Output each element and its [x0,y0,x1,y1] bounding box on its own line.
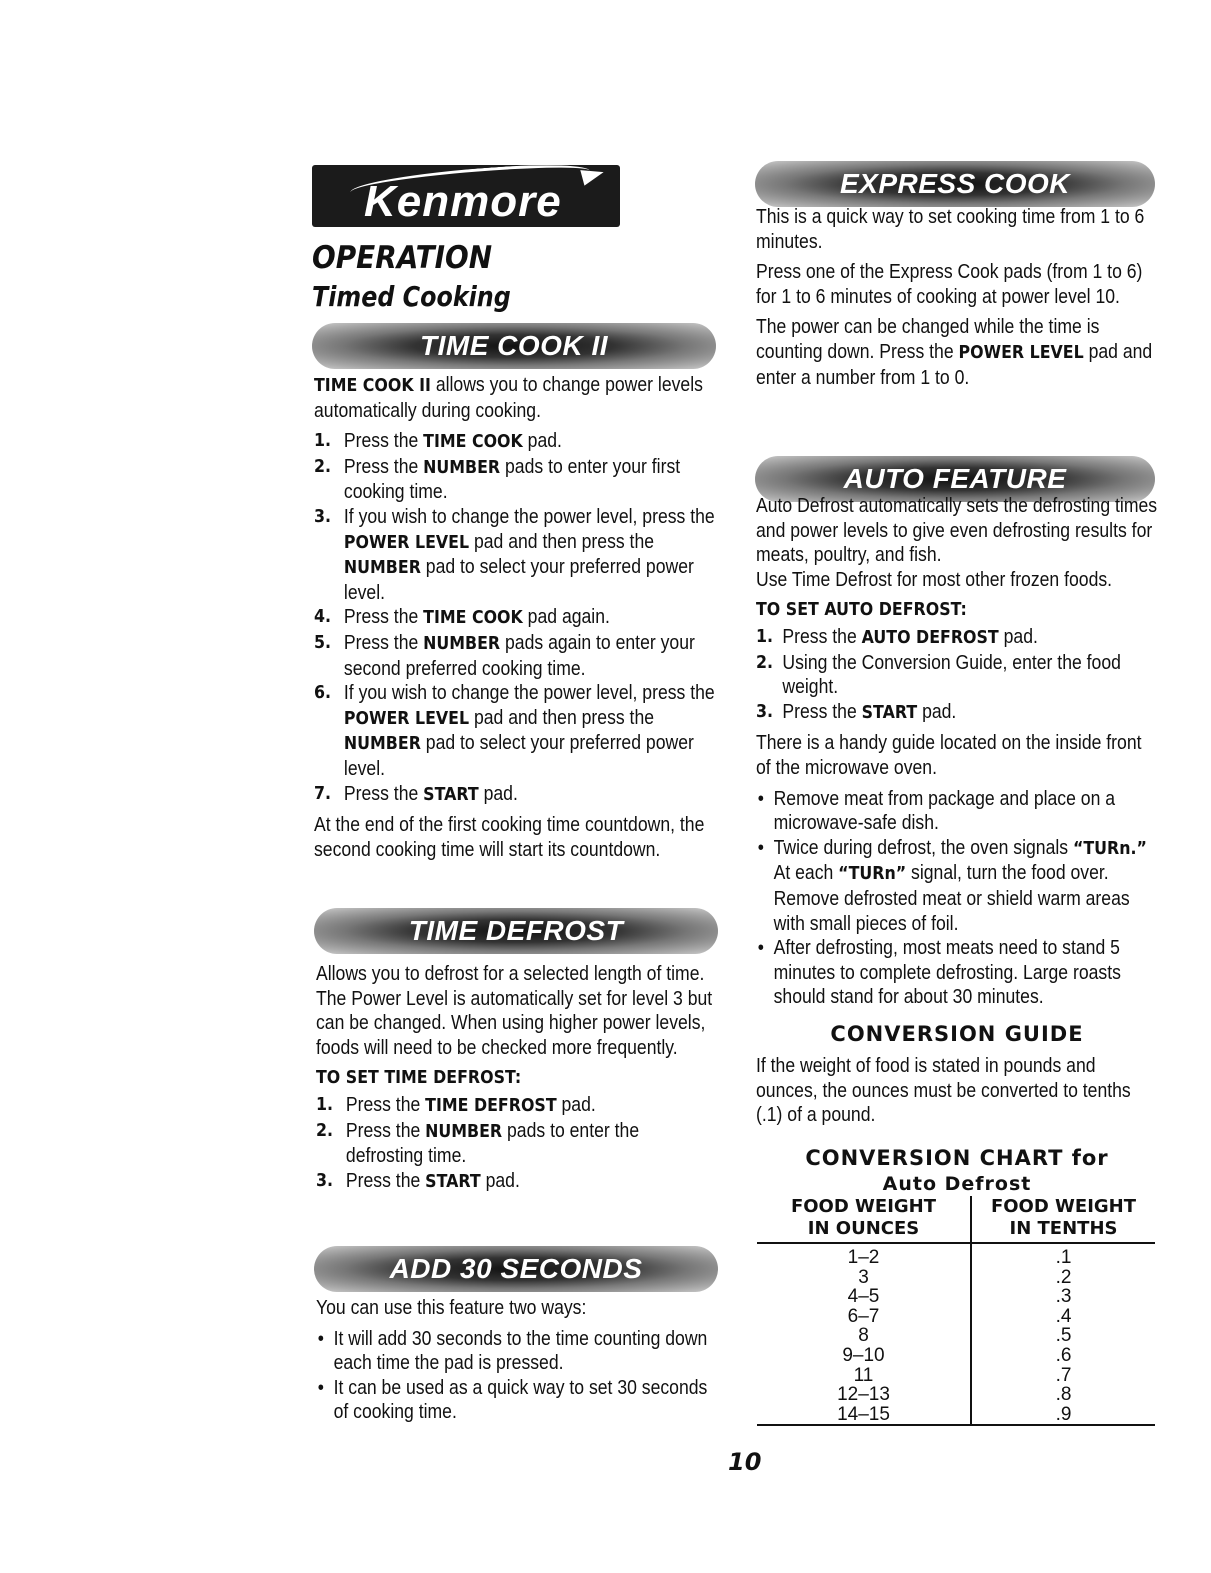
auto-feature-p3: There is a handy guide located on the inside front of the microwave oven. [756,732,1142,779]
time-defrost-intro: Allows you to defrost for a selected length of time. The Power Level is automatically set for level 3 but can be changed. When using higher power levels, foods will need to be checked more frequently. [316,963,713,1059]
section-subtitle: Timed Cooking [312,280,511,313]
add-30-intro: You can use this feature two ways: [316,1297,587,1319]
time-cook-banner-label: TIME COOK II [420,330,608,361]
list-item: 5. Press the NUMBER pads again to enter your second preferred cooking time. [314,631,695,680]
list-item: 1. Press the TIME COOK pad. [314,430,562,453]
column-header-ounces: FOOD WEIGHT IN OUNCES [757,1196,971,1243]
list-item: • After defrosting, most meats need to stand 5 minutes to complete defrosting. Large roasts should stand for about 30 minutes. [756,936,1157,1010]
list-item: 1. Press the TIME DEFROST pad. [316,1093,596,1116]
list-item: • Remove meat from package and place on a microwave-safe dish. [756,787,1157,836]
list-item: 4. Press the TIME COOK pad again. [314,606,610,629]
time-defrost-steps [316,1093,721,1194]
list-item: 6. If you wish to change the power level, press the POWER LEVEL pad and then press the NUMBER pad to select your preferred power level. [314,682,715,780]
section-title: OPERATION [312,240,493,276]
list-item: • Twice during defrost, the oven signals “TURn.” At each “TURn” signal, turn the food over. Remove defrosted meat or shield warm areas with small pieces of foil. [756,836,1157,936]
page-number: 10 [728,1448,762,1476]
list-item: • It will add 30 seconds to the time counting down each time the pad is pressed. [316,1327,721,1376]
kenmore-logo [312,165,620,227]
time-defrost-section [316,962,721,1200]
auto-feature-banner-label: AUTO FEATURE [843,463,1067,494]
table-row: 3 .2 [757,1268,1155,1288]
add-30-seconds-section [316,1296,721,1431]
express-cook-p1: This is a quick way to set cooking time from 1 to 6 minutes. [756,206,1145,253]
express-cook-p3: The power can be changed while the time is counting down. Press the POWER LEVEL pad and enter a number from 1 to 0. [756,316,1153,389]
time-cook-section [314,373,719,868]
table-row: 14–15 .9 [757,1405,1155,1426]
time-defrost-heading: TO SET TIME DEFROST: [316,1067,522,1089]
time-defrost-banner [314,908,718,954]
auto-feature-section [756,494,1157,1016]
time-cook-banner [312,323,716,369]
express-cook-section [756,205,1157,396]
list-item: • It can be used as a quick way to set 30 seconds of cooking time. [316,1376,721,1425]
list-item: 3. Press the START pad. [316,1169,520,1192]
express-cook-banner [755,161,1155,207]
conversion-guide-heading: CONVERSION GUIDE [830,1022,1084,1046]
time-cook-intro: TIME COOK II allows you to change power levels automatically during cooking. [314,374,703,422]
logo-arrow-icon [580,165,605,186]
column-header-tenths: FOOD WEIGHT IN TENTHS [971,1196,1155,1243]
table-row: 12–13 .8 [757,1385,1155,1405]
conversion-chart-title [757,1145,1157,1197]
add-30-seconds-banner [314,1246,718,1292]
auto-feature-p2: Use Time Defrost for most other frozen foods. [756,568,1113,591]
table-row: 8 .5 [757,1326,1155,1346]
table-row: 9–10 .6 [757,1346,1155,1366]
auto-defrost-steps [756,625,1157,725]
table-row: 4–5 .3 [757,1287,1155,1307]
express-cook-banner-label: EXPRESS COOK [839,168,1071,199]
auto-feature-p1: Auto Defrost automatically sets the defrosting times and power levels to give even defrosting results for meats, poultry, and fish. [756,495,1158,567]
add-30-seconds-banner-label: ADD 30 SECONDS [389,1253,643,1284]
time-cook-steps [314,429,719,807]
conversion-chart-title-line1: CONVERSION CHART for [805,1146,1109,1170]
table-row: 6–7 .4 [757,1307,1155,1327]
table-row: 11 .7 [757,1366,1155,1386]
list-item: 2. Using the Conversion Guide, enter the food weight. [756,651,1121,699]
add-30-bullets [316,1327,721,1425]
list-item: 2. Press the NUMBER pads to enter the defrosting time. [316,1119,640,1168]
auto-feature-bullets [756,787,1157,1010]
list-item: 3. Press the START pad. [756,700,957,723]
list-item: 2. Press the NUMBER pads to enter your first cooking time. [314,455,681,504]
list-item: 1. Press the AUTO DEFROST pad. [756,625,1038,648]
table-header-row [757,1196,1155,1243]
table-row: 1–2 .1 [757,1243,1155,1268]
time-cook-outro: At the end of the first cooking time countdown, the second cooking time will start its countdown. [314,814,705,861]
conversion-guide-text: If the weight of food is stated in pounds and ounces, the ounces must be converted to tenths (.1) of a pound. [756,1055,1131,1127]
list-item: 7. Press the START pad. [314,782,518,805]
conversion-chart-table [757,1196,1155,1426]
logo-wordmark: Kenmore [364,177,562,226]
express-cook-p2: Press one of the Express Cook pads (from 1 to 6) for 1 to 6 minutes of cooking at power level 10. [756,261,1143,308]
list-item: 3. If you wish to change the power level, press the POWER LEVEL pad and then press the NUMBER pad to select your preferred power level. [314,505,715,604]
conversion-chart-title-line2: Auto Defrost [882,1173,1032,1195]
time-defrost-banner-label: TIME DEFROST [408,915,624,946]
auto-defrost-heading: TO SET AUTO DEFROST: [756,599,967,621]
